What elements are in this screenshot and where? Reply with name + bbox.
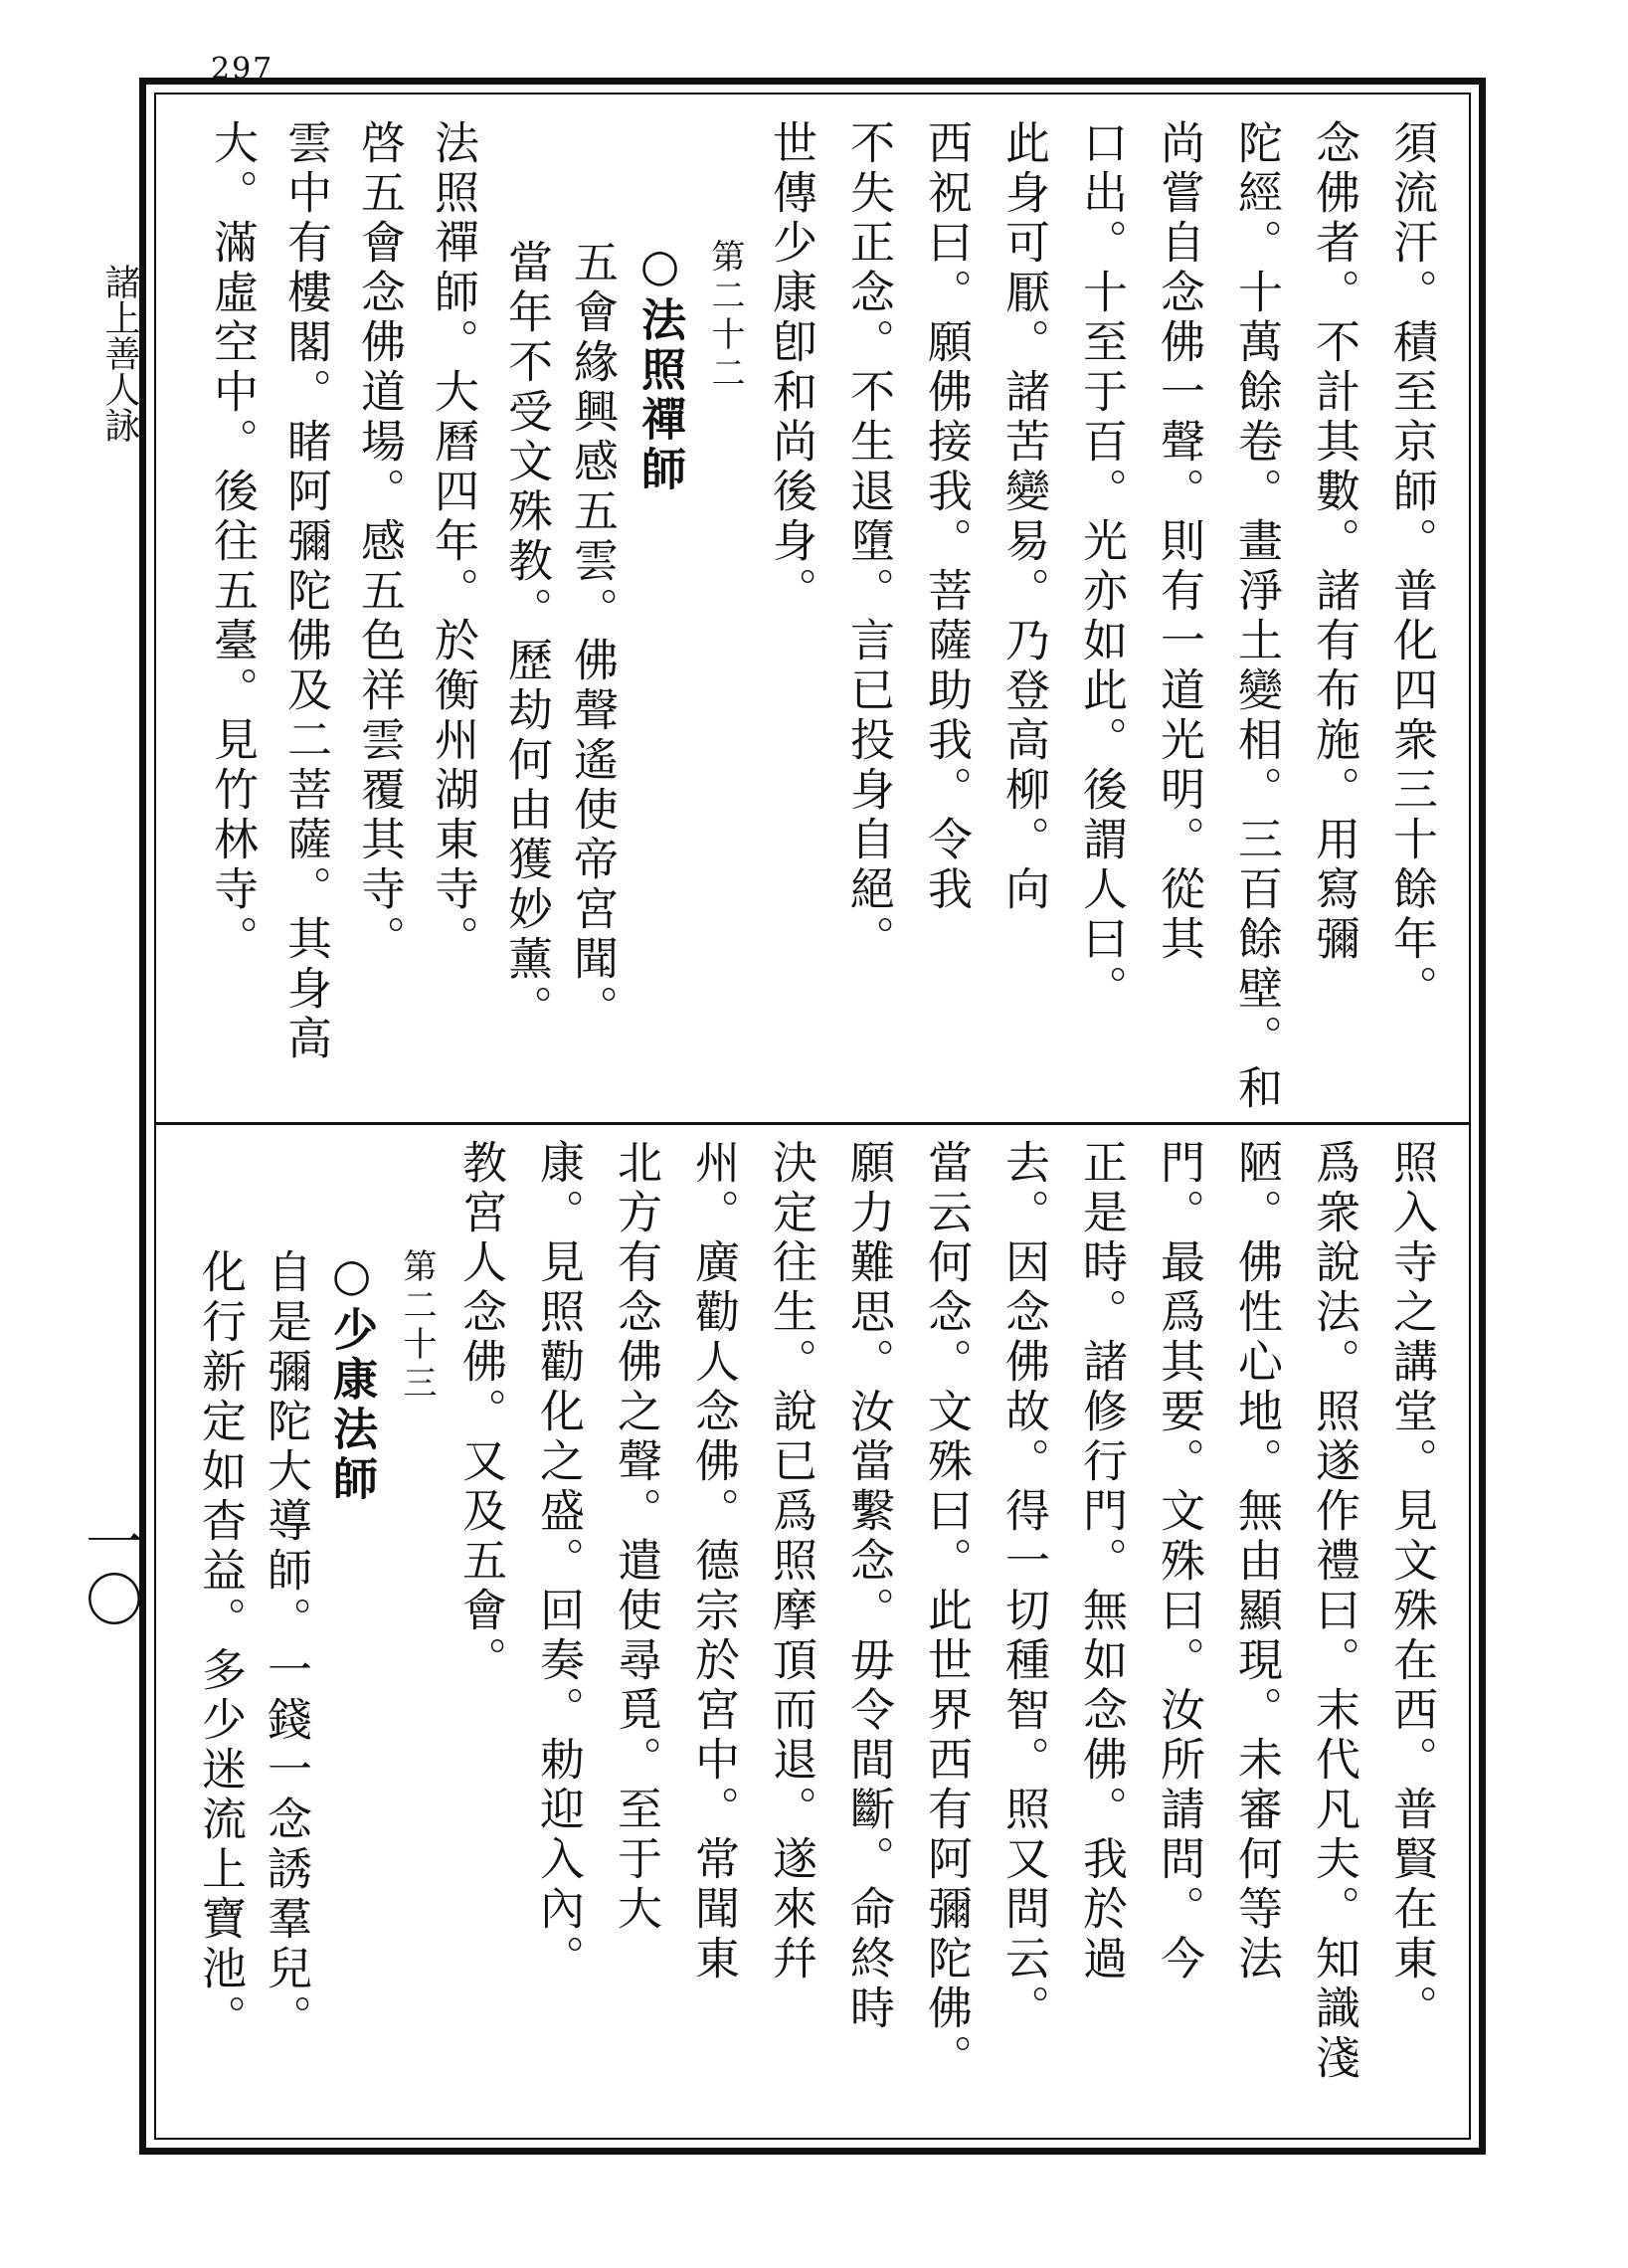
text-column-lower: 爲衆說法。照遂作禮曰。末代凡夫。知識淺 — [1308, 1139, 1360, 2084]
verse-line: 化行新定如杳益。多少迷流上寶池。 — [194, 1248, 247, 2044]
section-divider — [156, 1122, 1469, 1125]
text-column-lower: 陋。佛性心地。無由顯現。未審何等法 — [1230, 1139, 1283, 1984]
text-column-lower: 決定往生。說已爲照摩頂而退。遂來幷 — [765, 1139, 817, 1984]
verse-line: 當年不受文殊教。歷劫何由獲妙薰。 — [500, 239, 553, 1035]
text-column-upper: 陀經。十萬餘卷。畫淨土變相。三百餘壁。和 — [1230, 119, 1283, 1114]
text-column-upper: 雲中有樓閣。睹阿彌陀佛及二菩薩。其身高 — [279, 119, 332, 1064]
text-column-upper: 世傳少康卽和尚後身。 — [765, 119, 817, 617]
text-column-upper: 啓五會念佛道場。感五色祥雲覆其寺。 — [353, 119, 406, 965]
entry-title: ○法照禪師 — [633, 239, 686, 495]
text-column-upper: 念佛者。不計其數。諸有布施。用寫彌 — [1308, 119, 1360, 965]
text-column-upper: 須流汗。積至京師。普化四衆三十餘年。 — [1385, 119, 1438, 1015]
text-column-lower: 北方有念佛之聲。遣使尋覓。至于大 — [610, 1139, 662, 1935]
text-column-lower: 正是時。諸修行門。無如念佛。我於過 — [1075, 1139, 1128, 1984]
text-column-lower: 當云何念。文殊曰。此世界西有阿彌陀佛。 — [920, 1139, 973, 2084]
text-column-lower: 康。見照勸化之盛。回奏。勅迎入內。 — [532, 1139, 585, 1984]
running-head: 諸上善人詠 — [99, 264, 140, 443]
text-column-lower: 州。廣勸人念佛。德宗於宮中。常聞東 — [687, 1139, 740, 1984]
section-number: 第二十三 — [397, 1248, 437, 1404]
text-column-lower: 願力難思。汝當繫念。毋令間斷。命終時 — [842, 1139, 895, 2034]
verse-line: 五會緣興感五雲。佛聲遙使帝宮聞。 — [566, 239, 619, 1035]
section-number: 第二十二 — [705, 239, 745, 394]
text-column-upper: 法照禪師。大曆四年。於衡州湖東寺。 — [427, 119, 479, 965]
text-column-upper: 大。滿虛空中。後往五臺。見竹林寺。 — [206, 119, 259, 965]
text-column-upper: 此身可厭。諸苦變易。乃登高柳。向 — [997, 119, 1050, 915]
text-column-lower: 照入寺之講堂。見文殊在西。普賢在東。 — [1385, 1139, 1438, 2034]
page-number: 297 — [211, 52, 274, 87]
text-column-upper: 口出。十至于百。光亦如此。後謂人曰。 — [1075, 119, 1128, 1015]
text-column-upper: 不失正念。不生退墮。言已投身自絕。 — [842, 119, 895, 965]
folio-number: 一〇 — [76, 1512, 143, 1627]
text-column-lower: 教宮人念佛。又及五會。 — [454, 1139, 507, 1686]
text-column-lower: 門。最爲其要。文殊曰。汝所請問。今 — [1153, 1139, 1205, 1984]
entry-title: ○少康法師 — [325, 1248, 378, 1505]
text-column-upper: 西祝曰。願佛接我。菩薩助我。令我 — [920, 119, 973, 915]
verse-line: 自是彌陀大導師。一錢一念誘羣兒。 — [260, 1248, 312, 2044]
text-column-upper: 尚嘗自念佛一聲。則有一道光明。從其 — [1153, 119, 1205, 965]
text-column-lower: 去。因念佛故。得一切種智。照又問云。 — [997, 1139, 1050, 2034]
